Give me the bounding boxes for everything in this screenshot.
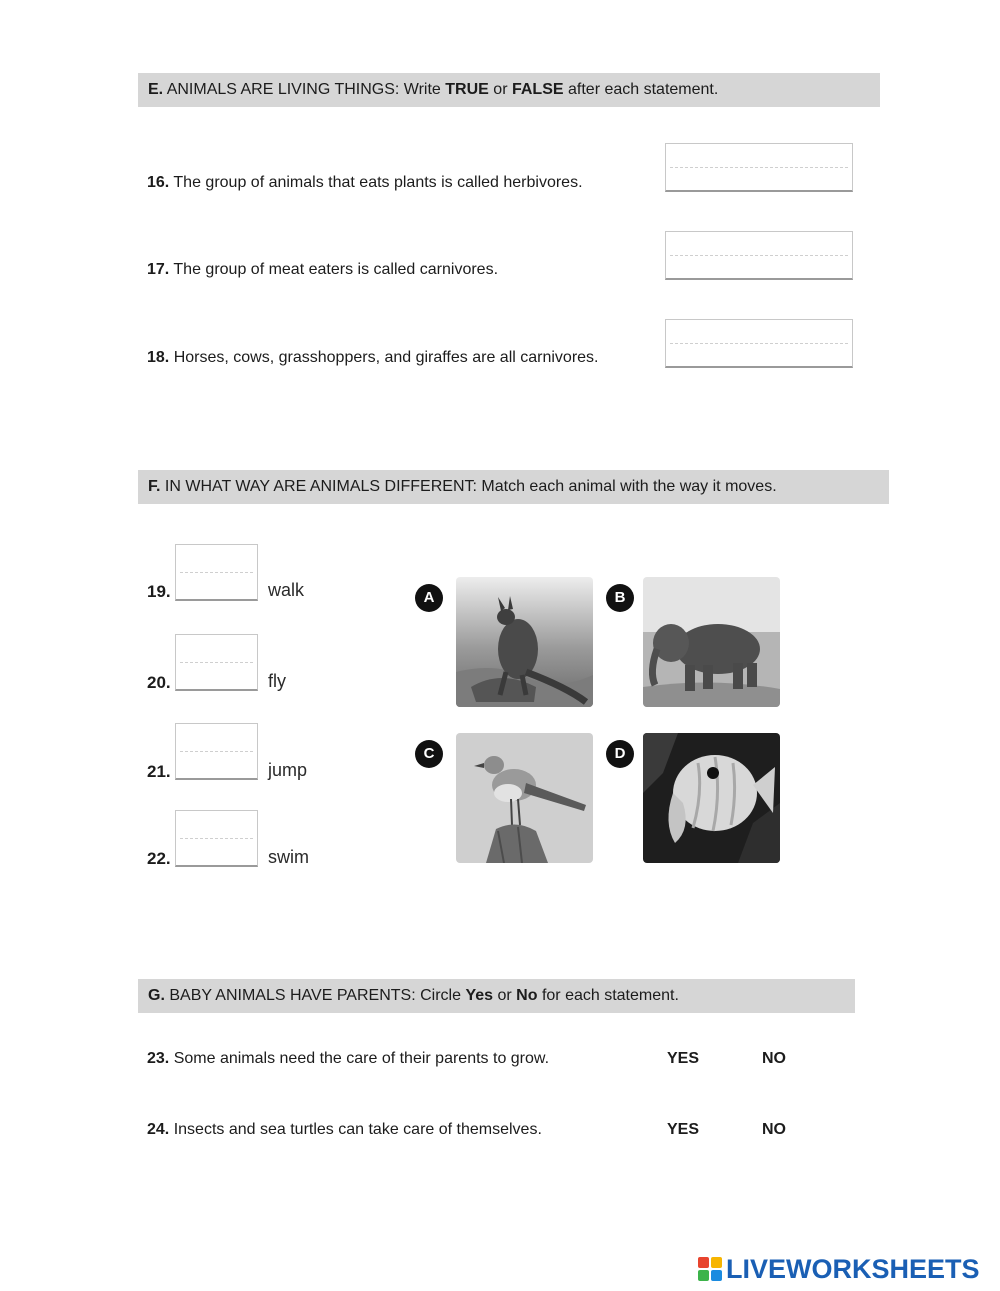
section-f-header: F. IN WHAT WAY ARE ANIMALS DIFFERENT: Match each animal with the way it moves. — [138, 470, 889, 504]
no-option-24[interactable]: NO — [762, 1121, 786, 1138]
item-number-21: 21. — [147, 762, 171, 781]
yes-option-24[interactable]: YES — [667, 1121, 700, 1138]
question-16: 16. The group of animals that eats plants is called herbivores. — [147, 174, 583, 191]
question-18: 18. Horses, cows, grasshoppers, and giraffes are all carnivores. — [147, 349, 599, 366]
move-word-walk: walk — [268, 580, 305, 600]
label-b: B — [606, 584, 634, 612]
logo-grid-icon — [698, 1257, 722, 1281]
section-e-header: E. ANIMALS ARE LIVING THINGS: Write TRUE or FALSE after each statement. — [138, 73, 880, 107]
kangaroo-image — [456, 577, 593, 707]
question-24: 24. Insects and sea turtles can take care of themselves. — [147, 1121, 542, 1138]
item-number-22: 22. — [147, 849, 171, 868]
label-c: C — [415, 740, 443, 768]
question-23: 23. Some animals need the care of their parents to grow. — [147, 1050, 550, 1067]
label-a: A — [415, 584, 443, 612]
answer-box-18[interactable] — [665, 319, 853, 368]
bird-image — [456, 733, 593, 863]
logo-text: LIVEWORKSHEETS — [726, 1253, 980, 1284]
label-d: D — [606, 740, 634, 768]
elephant-image — [643, 577, 780, 707]
item-number-20: 20. — [147, 673, 171, 692]
answer-box-21[interactable] — [175, 723, 258, 780]
move-word-swim: swim — [268, 847, 309, 867]
answer-box-19[interactable] — [175, 544, 258, 601]
move-word-jump: jump — [268, 760, 308, 780]
section-g-header: G. BABY ANIMALS HAVE PARENTS: Circle Yes or No for each statement. — [138, 979, 855, 1013]
answer-box-16[interactable] — [665, 143, 853, 192]
question-17: 17. The group of meat eaters is called carnivores. — [147, 261, 499, 278]
answer-box-22[interactable] — [175, 810, 258, 867]
answer-box-20[interactable] — [175, 634, 258, 691]
liveworksheets-logo — [698, 1254, 980, 1284]
item-number-19: 19. — [147, 582, 171, 601]
answer-box-17[interactable] — [665, 231, 853, 280]
move-word-fly: fly — [268, 671, 286, 691]
yes-option-23[interactable]: YES — [667, 1050, 700, 1067]
fish-image — [643, 733, 780, 863]
no-option-23[interactable]: NO — [762, 1050, 786, 1067]
